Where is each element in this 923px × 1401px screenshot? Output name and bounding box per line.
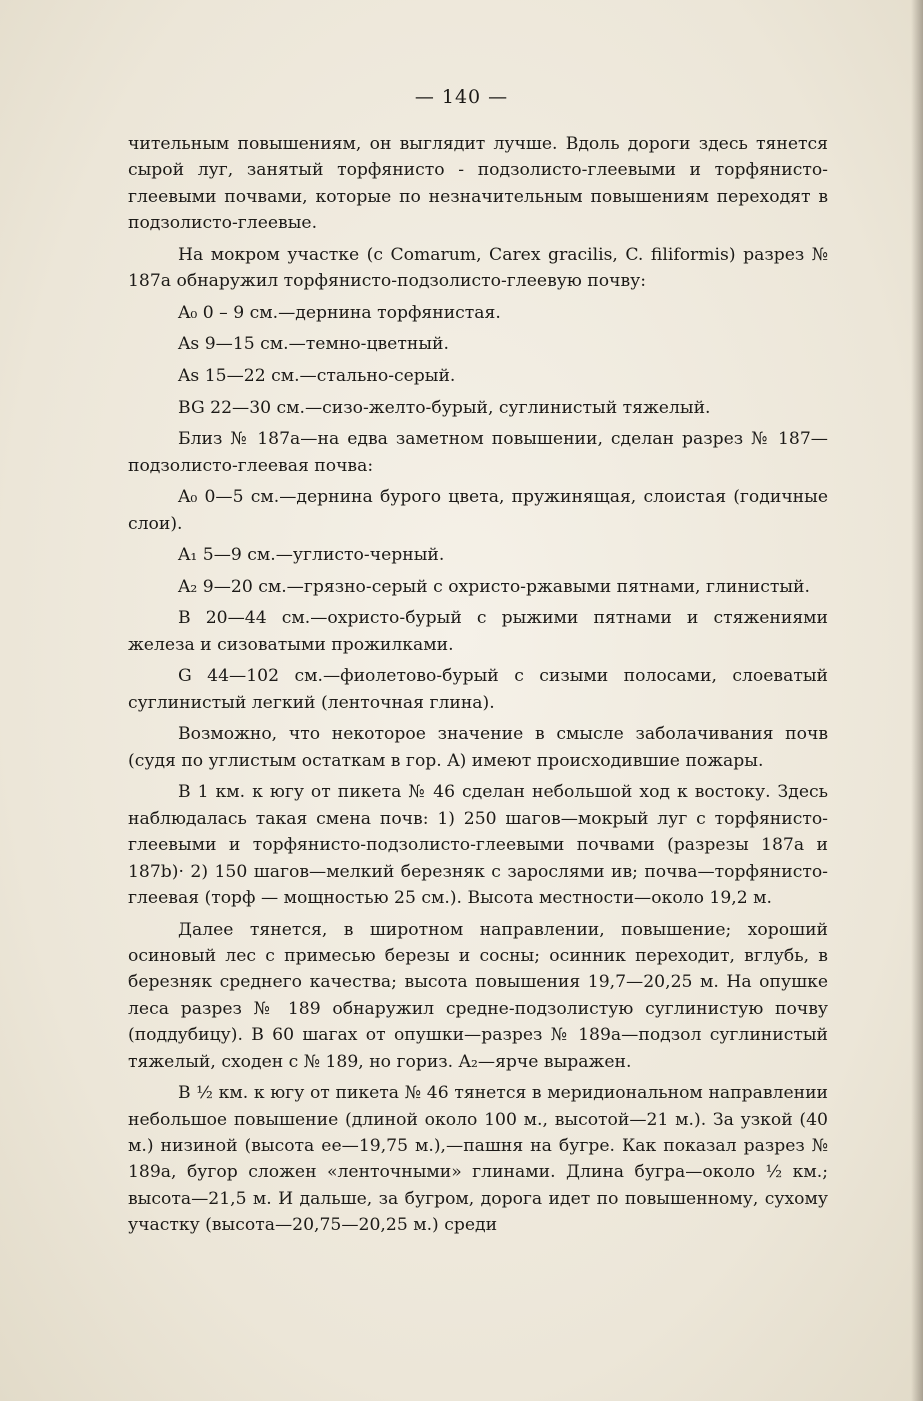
horizon-line: B 20—44 см.—охристо-бурый с рыжими пятнами и стяжениями железа и сизоватыми прожилками.	[128, 608, 828, 655]
horizon-line: A₀ 0 – 9 см.—дернина торфянистая.	[178, 302, 501, 323]
horizon-line: A₂ 9—20 см.—грязно-серый с охристо-ржавыми пятнами, глинистый.	[178, 576, 810, 597]
page-edge-shadow	[911, 0, 923, 1401]
horizon-line: A₀ 0—5 см.—дернина бурого цвета, пружинящая, слоистая (годичные слои).	[128, 487, 828, 534]
paragraph: На мокром участке (с Comarum, Carex gracilis, C. filiformis) разрез № 187a обнаружил торфянисто-подзолисто-глеевую почву:	[128, 244, 828, 292]
horizon-line: A₁ 5—9 см.—углисто-черный.	[178, 545, 445, 566]
paragraph: В 1 км. к югу от пикета № 46 сделан небольшой ход к востоку. Здесь наблюдалась такая смена почв: 1) 250 шагов—мокрый луг с торфянисто-глеевыми и торфянисто-подзолисто-глеевыми почвами (разрезы 187a и 187b)· 2) 150 шагов—мелкий березняк с зарослями ив; почва—торфянисто-глеевая (торф — мощностью 25 см.). Высота местности—около 19,2 м.	[128, 782, 828, 908]
horizon-line: As 15—22 см.—стально-серый.	[178, 366, 456, 386]
horizon-line: G 44—102 см.—фиолетово-бурый с сизыми полосами, слоеватый суглинистый легкий (ленточная глина).	[128, 666, 828, 713]
paragraph: чительным повышениям, он выглядит лучше. Вдоль дороги здесь тянется сырой луг, занятый торфянисто - подзолисто-глеевыми и торфянисто-глеевыми почвами, которые по незначительным повышениям переходят в подзолисто-глеевые.	[128, 134, 828, 234]
paragraph: Близ № 187a—на едва заметном повышении, сделан разрез № 187—подзолисто-глеевая почва:	[128, 429, 828, 476]
page-number: — 140 —	[414, 86, 509, 108]
horizon-line: BG 22—30 см.—сизо-желто-бурый, суглинистый тяжелый.	[178, 397, 711, 418]
paragraph: Возможно, что некоторое значение в смысле заболачивания почв (судя по углистым остаткам в гор. A) имеют происходившие пожары.	[128, 724, 828, 771]
paragraph: Далее тянется, в широтном направлении, повышение; хороший осиновый лес с примесью березы и сосны; осинник переходит, вглубь, в березняк среднего качества; высота повышения 19,7—20,25 м. На опушке леса разрез № 189 обнаружил средне-подзолистую суглинистую почву (поддубицу). В 60 шагах от опушки—разрез № 189a—подзол суглинистый тяжелый, сходен с № 189, но гориз. A₂—ярче выражен.	[128, 919, 828, 1072]
horizon-line: As 9—15 см.—темно-цветный.	[178, 334, 449, 355]
paragraph: В ½ км. к югу от пикета № 46 тянется в меридиональном направлении небольшое повышение (длиной около 100 м., высотой—21 м.). За узкой (40 м.) низиной (высота ее—19,75 м.),—пашня на бугре. Как показал разрез № 189a, бугор сложен «ленточными» глинами. Длина бугра—около ½ км.; высота—21,5 м. И дальше, за бугром, дорога идет по повышенному, сухому участку (высота—20,75—20,25 м.) среди	[128, 1083, 828, 1236]
body-text	[128, 131, 828, 1244]
